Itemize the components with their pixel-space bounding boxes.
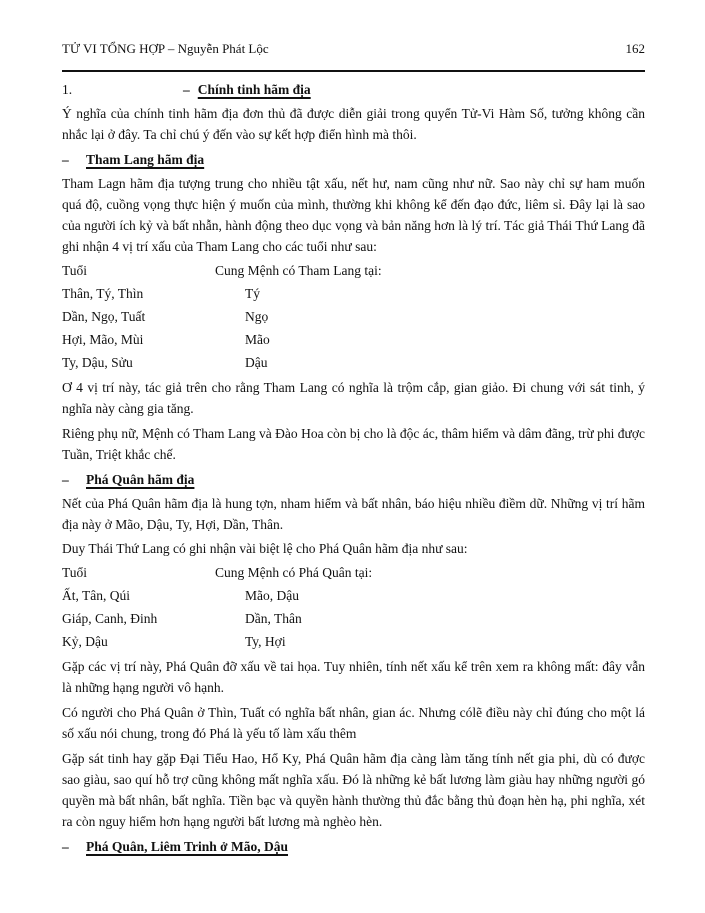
table-row xyxy=(62,352,645,373)
intro-paragraph: Ý nghĩa của chính tinh hãm địa đơn thủ đã được diễn giải trong quyển Tử-Vi Hàm Số, tưởng không cần nhắc lại ở đây. Ta chỉ chú ý đến vào sự kết hợp điển hình mà thôi. xyxy=(62,106,645,142)
table-cell-palace: Dần, Thân xyxy=(245,611,302,626)
table-cell-age: Ty, Dậu, Sửu xyxy=(62,355,133,370)
tham-lang-table xyxy=(62,260,645,373)
table-row xyxy=(62,329,645,350)
table-header-row xyxy=(62,260,645,281)
section-dash: – xyxy=(183,82,190,97)
heading-title: Phá Quân hãm địa xyxy=(86,472,195,487)
table-cell-age: Ất, Tân, Qúi xyxy=(62,588,130,603)
table-row xyxy=(62,608,645,629)
section-heading xyxy=(62,79,645,100)
heading-pha-quan-liem-trinh xyxy=(62,836,645,857)
table-cell-palace: Ngọ xyxy=(245,309,269,324)
table-row xyxy=(62,631,645,652)
section-title: Chính tinh hãm địa xyxy=(197,82,311,97)
table-col2-header: Cung Mệnh có Tham Lang tại: xyxy=(215,263,382,278)
table-cell-palace: Mão xyxy=(245,332,270,347)
table-row xyxy=(62,283,645,304)
pha-quan-table-intro: Duy Thái Thứ Lang có ghi nhận vài biệt lệ cho Phá Quân hãm địa như sau: xyxy=(62,541,468,556)
heading-dash: – xyxy=(62,839,69,854)
table-cell-palace: Ty, Hợi xyxy=(245,634,286,649)
pha-quan-note3: Gặp sát tinh hay gặp Đại Tiểu Hao, Hổ Ky, Phá Quân hãm địa càng làm tăng tính nết gia phi, dù có được sao giàu, sao quí hỗ trợ cũng không mất nghĩa xấu. Đó là những kẻ bất lương làm giàu hay những người gó quyền mà bất nhân, bất nghĩa. Tiền bạc và quyền hành thường thủ đắc bằng thủ đoạn hèn hạ, phi nghĩa, xét ra còn nguy hiểm hơn hạng người bất lương mà nghèo hèn. xyxy=(62,751,645,829)
table-col1-header: Tuổi xyxy=(62,263,88,278)
table-cell-age: Hợi, Mão, Mùi xyxy=(62,332,144,347)
pha-quan-paragraph: Nết của Phá Quân hãm địa là hung tợn, nham hiểm và bất nhân, báo hiệu nhiều điềm dữ. Những vị trí hãm địa này ở Mão, Dậu, Ty, Hợi, Dần, Thân. xyxy=(62,496,645,532)
table-col2-header: Cung Mệnh có Phá Quân tại: xyxy=(215,565,373,580)
section-number: 1. xyxy=(62,82,73,97)
running-header xyxy=(62,40,645,57)
table-col1-header: Tuổi xyxy=(62,565,88,580)
table-cell-age: Giáp, Canh, Đinh xyxy=(62,611,158,626)
heading-tham-lang xyxy=(62,149,645,170)
heading-dash: – xyxy=(62,152,69,167)
pha-quan-note1: Gặp các vị trí này, Phá Quân đỡ xấu về tai họa. Tuy nhiên, tính nết xấu kể trên xem ra không mất: đây vẫn là những hạng người vô hạnh. xyxy=(62,659,645,695)
pha-quan-table xyxy=(62,562,645,652)
heading-pha-quan xyxy=(62,469,645,490)
table-cell-palace: Dậu xyxy=(245,355,268,370)
pha-quan-note2: Có người cho Phá Quân ở Thìn, Tuất có nghĩa bất nhân, gian ác. Nhưng cólẽ điều này chỉ đúng cho một lá số xấu nói chung, trong đó Phá là yếu tố làm xấu thêm xyxy=(62,705,645,741)
tham-lang-paragraph: Tham Lagn hãm địa tượng trung cho nhiều tật xấu, nết hư, nam cũng như nữ. Sao này chỉ sự ham muốn quá độ, cuồng vọng thực hiện ý muốn của mình, thường khi không kể đến đạo đức, liêm sỉ. Đây lại là sao của người ích kỷ và bất nhẫn, hành động theo dục vọng và bản năng hơn là lý trí. Tác giả Thái Thứ Lang đã ghi nhận 4 vị trí xấu của Tham Lang cho các tuổi như sau: xyxy=(62,176,645,254)
heading-title: Phá Quân, Liêm Trinh ở Mão, Dậu xyxy=(86,839,289,854)
table-row xyxy=(62,585,645,606)
table-cell-age: Thân, Tý, Thìn xyxy=(62,286,144,301)
header-rule xyxy=(62,70,645,72)
heading-title: Tham Lang hãm địa xyxy=(86,152,205,167)
heading-dash: – xyxy=(62,472,69,487)
table-cell-age: Dần, Ngọ, Tuất xyxy=(62,309,146,324)
table-header-row xyxy=(62,562,645,583)
book-title: TỬ VI TỔNG HỢP – Nguyễn Phát Lộc xyxy=(62,41,269,56)
tham-lang-note2: Riêng phụ nữ, Mệnh có Tham Lang và Đào Hoa còn bị cho là độc ác, thâm hiểm và dâm đãng, trừ phi được Tuần, Triệt khắc chế. xyxy=(62,426,645,462)
page-number: 162 xyxy=(625,41,645,56)
table-cell-palace: Tý xyxy=(245,286,260,301)
table-cell-palace: Mão, Dậu xyxy=(245,588,299,603)
tham-lang-note1: Ơ 4 vị trí này, tác giả trên cho rằng Tham Lang có nghĩa là trộm cắp, gian giảo. Đi chung với sát tinh, ý nghĩa này càng gia tăng. xyxy=(62,380,645,416)
table-cell-age: Kỷ, Dậu xyxy=(62,634,108,649)
table-row xyxy=(62,306,645,327)
